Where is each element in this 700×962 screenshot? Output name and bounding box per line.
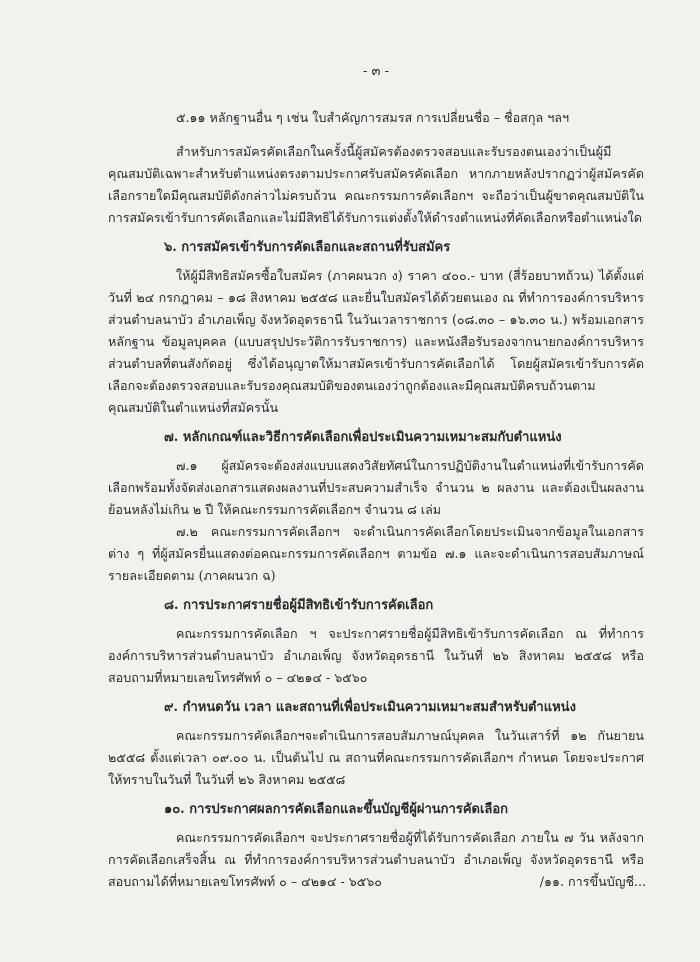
qualification-paragraph: สำหรับการสมัครคัดเลือกในครั้งนี้ผู้สมัครต้องตรวจสอบและรับรองตนเองว่าเป็นผู้มีคุณสมบัติเฉพาะสำหรับตำแหน่งตรงตามประกาศรับสมัครคัดเลือก หากภายหลังปรากฏว่าผู้สมัครคัดเลือกรายใดมีคุณสมบัติดังกล่าวไม่ครบถ้วน คณะกรรมการคัดเลือกฯ จะถือว่าเป็นผู้ขาดคุณสมบัติในการสมัครเข้ารับการคัดเลือกและไม่มีสิทธิได้รับการแต่งตั้งให้ดำรงตำแหน่งที่คัดเลือกหรือตำแหน่งใด xyxy=(108,144,644,225)
section-9-body: คณะกรรมการคัดเลือกฯจะดำเนินการสอบสัมภาษณ์บุคคล ในวันเสาร์ที่ ๑๒ กันยายน ๒๕๕๘ ตั้งแต่เวลา ๐๙.๐๐ น. เป็นต้นไป ณ สถานที่คณะกรรมการคัดเลือกฯ กำหนด โดยจะประกาศให้ทราบในวันที่ ในวันที่ ๒๖ สิงหาคม ๒๕๕๘ xyxy=(108,728,644,787)
section-6-heading: ๖. การสมัครเข้ารับการคัดเลือกและสถานที่รับสมัคร xyxy=(164,240,451,255)
section-8-body: คณะกรรมการคัดเลือก ฯ จะประกาศรายชื่อผู้มีสิทธิเข้ารับการคัดเลือก ณ ที่ทำการองค์การบริหารส่วนตำบลนาบัว อำเภอเพ็ญ จังหวัดอุดรธานี ในวันที่ ๒๖ สิงหาคม ๒๕๕๘ หรือ สอบถามที่หมายเลขโทรศัพท์ ๐ – ๔๒๑๔ - ๖๕๖๐ xyxy=(108,626,644,685)
section-10-body: คณะกรรมการคัดเลือกฯ จะประกาศรายชื่อผู้ที่ได้รับการคัดเลือก ภายใน ๗ วัน หลังจากการคัดเลือกเสร็จสิ้น ณ ที่ทำการองค์การบริหารส่วนตำบลนาบัว อำเภอเพ็ญ จังหวัดอุดรธานี หรือสอบถามได้ที่หมายเลขโทรศัพท์ ๐ – ๔๒๑๔ - ๖๕๖๐ xyxy=(108,830,644,889)
section-9-heading: ๙. กำหนดวัน เวลา และสถานที่เพื่อประเมินความเหมาะสมสำหรับตำแหน่ง xyxy=(164,700,576,715)
item-5-11: ๕.๑๑ หลักฐานอื่น ๆ เช่น ใบสำคัญการสมรส การเปลี่ยนชื่อ – ชื่อสกุล ฯลฯ xyxy=(176,110,570,125)
page-number: - ๓ - xyxy=(363,64,389,79)
section-7-2: ๗.๒ คณะกรรมการคัดเลือกฯ จะดำเนินการคัดเลือกโดยประเมินจากข้อมูลในเอกสารต่าง ๆ ที่ผู้สมัครยื่นแสดงต่อคณะกรรมการคัดเลือกฯ ตามข้อ ๗.๑ และจะดำเนินการสอบสัมภาษณ์รายละเอียดตาม (ภาคผนวก ฉ) xyxy=(108,524,644,583)
section-6-body: ให้ผู้มีสิทธิสมัครซื้อใบสมัคร (ภาคผนวก ง) ราคา ๔๐๐.- บาท (สี่ร้อยบาทถ้วน) ได้ตั้งแต่วันที่ ๒๔ กรกฎาคม – ๑๘ สิงหาคม ๒๕๕๘ และยื่นใบสมัครได้ด้วยตนเอง ณ ที่ทำการองค์การบริหารส่วนตำบลนาบัว อำเภอเพ็ญ จังหวัดอุดรธานี ในวันเวลาราชการ (๐๘.๓๐ – ๑๖.๓๐ น.) พร้อมเอกสาร หลักฐาน ข้อมูลบุคคล (แบบสรุปประวัติการรับราชการ) และหนังสือรับรองจากนายกองค์การบริหารส่วนตำบลที่ตนสังกัดอยู่ ซึ่งได้อนุญาตให้มาสมัครเข้ารับการคัดเลือกได้ โดยผู้สมัครเข้ารับการคัดเลือกจะต้องตรวจสอบและรับรองคุณสมบัติของตนเองว่าถูกต้องและมีคุณสมบัติครบถ้วนตามคุณสมบัติในตำแหน่งที่สมัครนั้น xyxy=(108,268,644,415)
section-8-heading: ๘. การประกาศรายชื่อผู้มีสิทธิเข้ารับการคัดเลือก xyxy=(164,598,434,613)
section-7-heading: ๗. หลักเกณฑ์และวิธีการคัดเลือกเพื่อประเมินความเหมาะสมกับตำแหน่ง xyxy=(164,430,562,445)
continuation-note: /๑๑. การขึ้นบัญชี... xyxy=(539,874,646,889)
section-7-1: ๗.๑ ผู้สมัครจะต้องส่งแบบแสดงวิสัยทัศน์ในการปฏิบัติงานในตำแหน่งที่เข้ารับการคัดเลือกพร้อมทั้งจัดส่งเอกสารแสดงผลงานที่ประสบความสำเร็จ จำนวน ๒ ผลงาน และต้องเป็นผลงานย้อนหลังไม่เกิน ๒ ปี ให้คณะกรรมการคัดเลือกฯ จำนวน ๘ เล่ม xyxy=(108,458,644,517)
section-10-heading: ๑๐. การประกาศผลการคัดเลือกและขึ้นบัญชีผู้ผ่านการคัดเลือก xyxy=(164,802,509,817)
